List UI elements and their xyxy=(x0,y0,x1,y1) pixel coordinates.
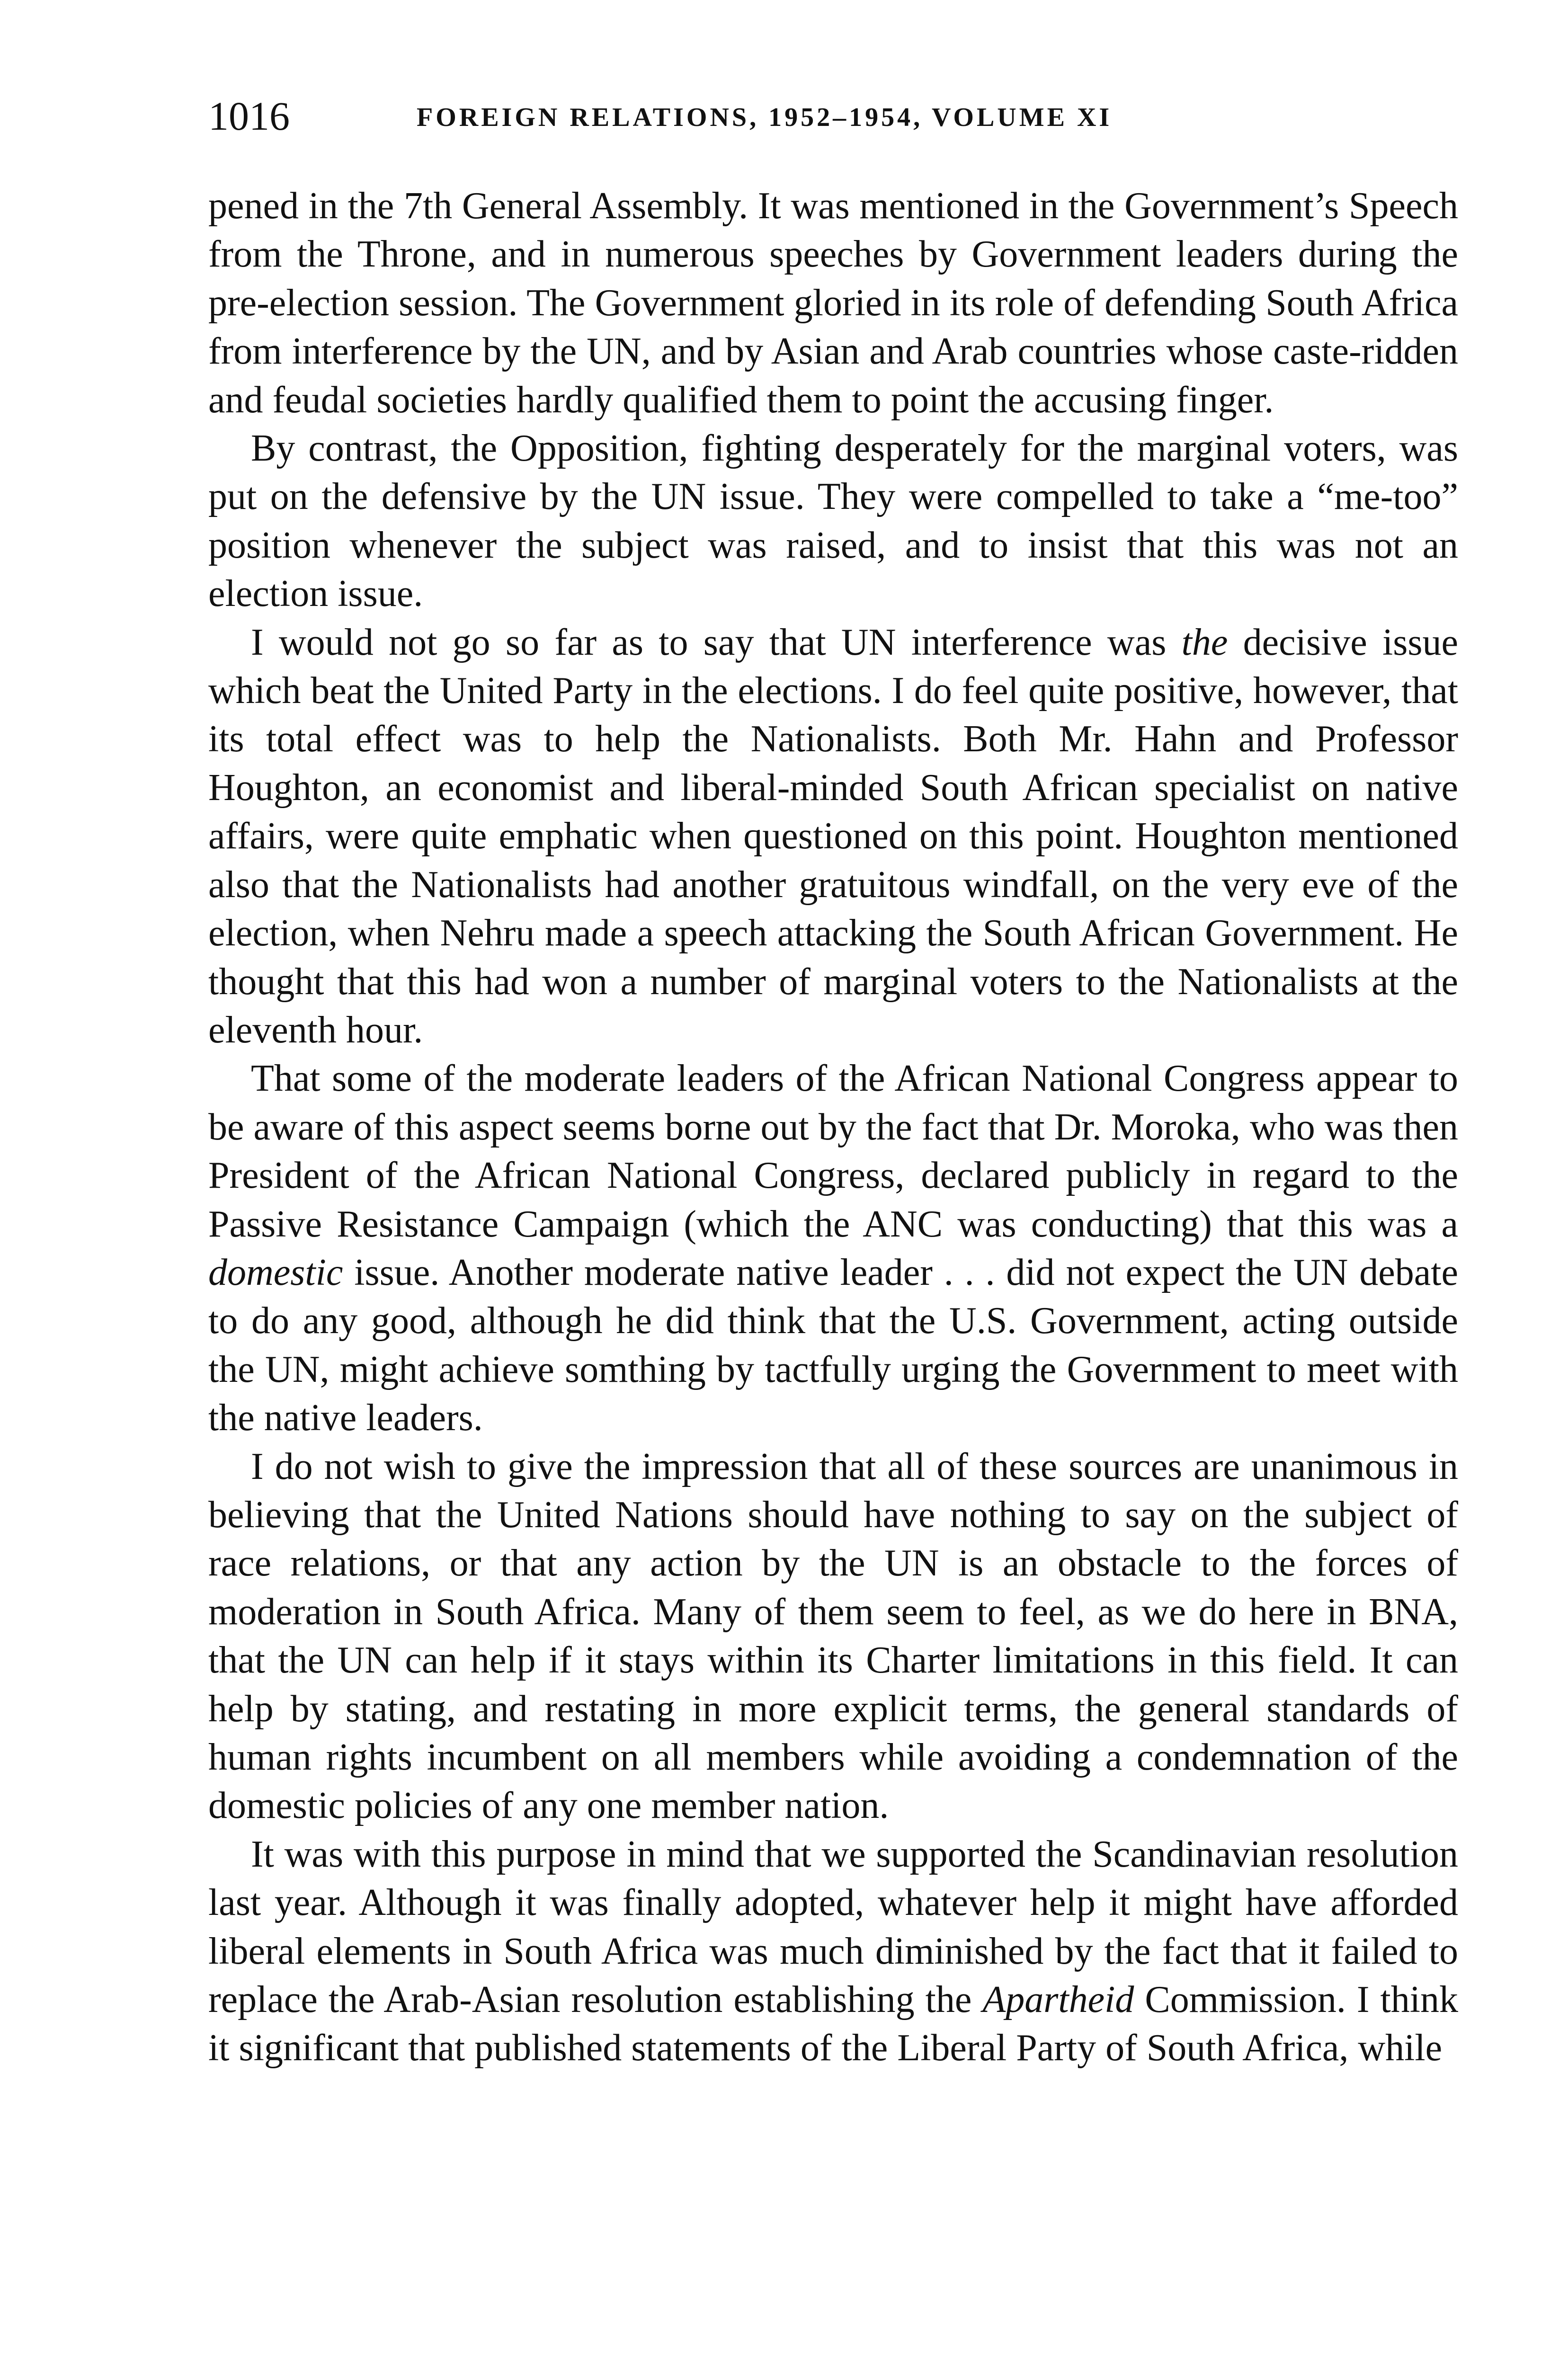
paragraph-un-interference xyxy=(208,618,1458,1055)
paragraph-scandinavian-resolution xyxy=(208,1830,1458,2073)
paragraph-opposition: By contrast, the Opposition, fighting desperately for the marginal voters, was put on the defensive by the UN issue. They were compelled to take a “me-too” position whenever the subject was raised, and to insist that this was not an election issue. xyxy=(208,427,1458,615)
body-text xyxy=(208,182,1458,2073)
paragraph-continued: pened in the 7th General Assembly. It was mentioned in the Government’s Speech from the Throne, and in numerous speeches by Government leaders during the pre-election session. The Government gloried in its role of defending South Africa from interference by the UN, and by Asian and Arab countries whose caste-ridden and feudal societies hardly qualified them to point the accusing finger. xyxy=(208,185,1458,421)
paragraph-anc-leaders xyxy=(208,1054,1458,1442)
emphasis-text: domestic xyxy=(208,1251,343,1293)
emphasis-text: the xyxy=(1181,621,1228,663)
running-title: FOREIGN RELATIONS, 1952–1954, VOLUME XI xyxy=(417,103,1113,132)
page-number: 1016 xyxy=(208,93,290,139)
paragraph-text: Commission. I think it significant that published statements of the Liberal Party of South Africa, while xyxy=(208,1979,1459,2069)
paragraph-text: I would not go so far as to say that UN interference was xyxy=(251,621,1182,663)
paragraph-text: That some of the moderate leaders of the African National Congress appear to be aware of this aspect seems borne out by the fact that Dr. Moroka, who was then President of the African National Congress, declared publicly in regard to the Passive Resistance Campaign (which the ANC was conducting) that this was a xyxy=(208,1058,1458,1245)
paragraph-un-role: I do not wish to give the impression that all of these sources are unanimous in believing that the United Nations should have nothing to say on the subject of race relations, or that any action by the UN is an obstacle to the forces of moderation in South Africa. Many of them seem to feel, as we do here in BNA, that the UN can help if it stays within its Charter limitations in this field. It can help by stating, and restating in more explicit terms, the general standards of human rights incumbent on all members while avoiding a condemnation of the domestic policies of any one member nation. xyxy=(208,1445,1458,1827)
paragraph-text: It was with this purpose in mind that we supported the Scandinavian resolution last year. Although it was finally adopted, whatever help it might have afforded liberal elements in South Africa was much diminished by the fact that it failed to replace the Arab-Asian resolution establishing the xyxy=(208,1833,1458,2021)
emphasis-text: Apartheid xyxy=(982,1979,1134,2021)
paragraph-text: decisive issue which beat the United Party in the elections. I do feel quite positive, however, that its total effect was to help the Nationalists. Both Mr. Hahn and Professor Houghton, an economist and liberal-minded South African specialist on native affairs, were quite emphatic when questioned on this point. Houghton mentioned also that the Nationalists had another gratuitous windfall, on the very eve of the election, when Nehru made a speech attacking the South African Government. He thought that this had won a number of marginal voters to the Nationalists at the eleventh hour. xyxy=(208,621,1459,1051)
paragraph-text: issue. Another moderate native leader . . . did not expect the UN debate to do any good, although he did think that the U.S. Government, acting outside the UN, might achieve somthing by tactfully urging the Government to meet with the native leaders. xyxy=(208,1251,1458,1439)
running-head xyxy=(208,90,1458,142)
